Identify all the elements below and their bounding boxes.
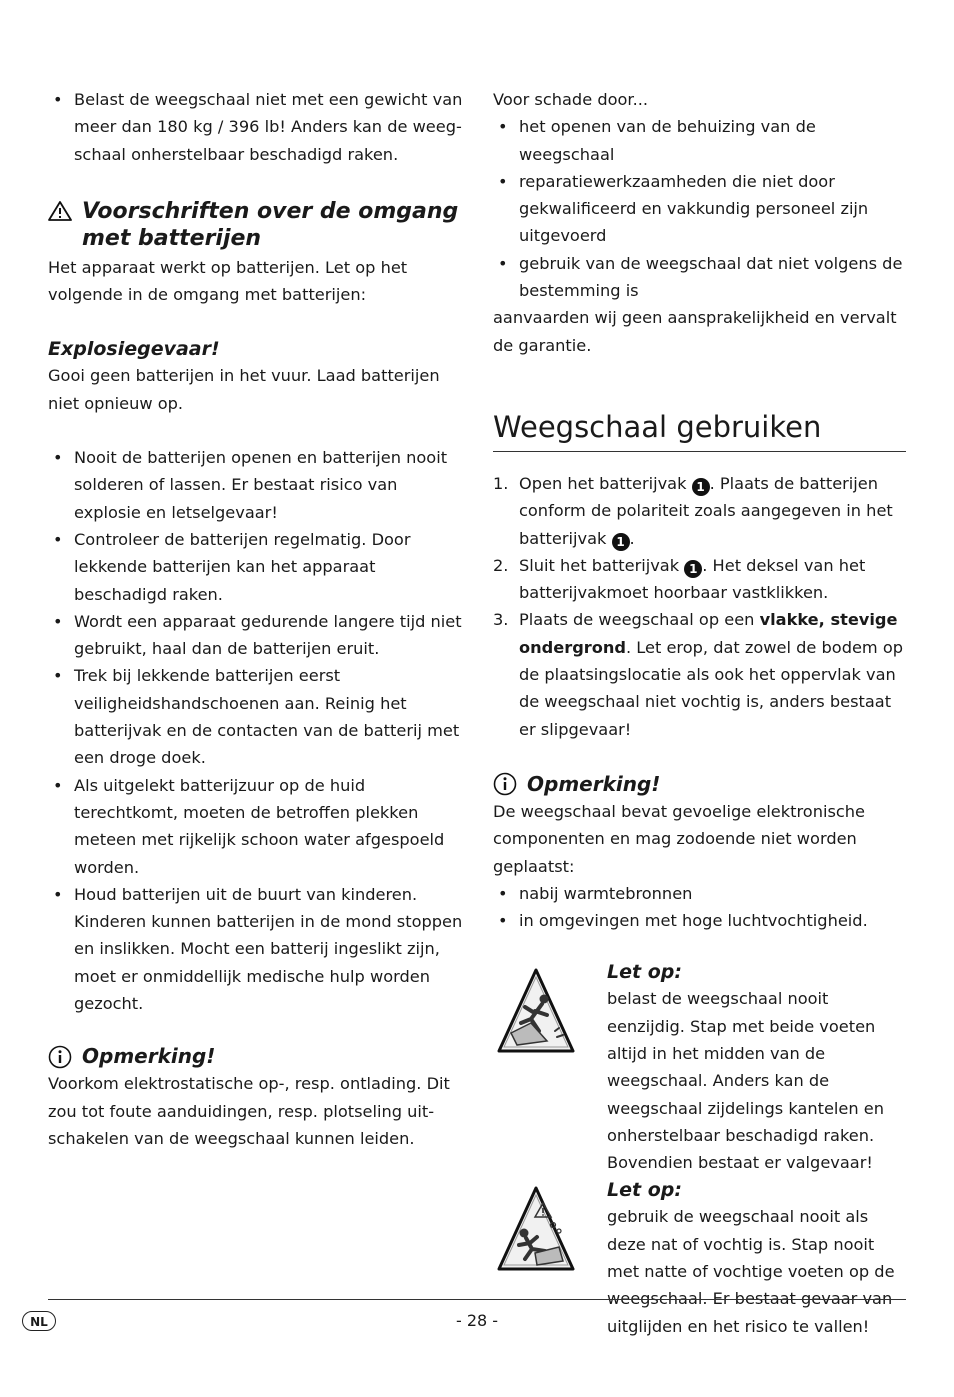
damage-intro: Voor schade door...: [493, 90, 649, 109]
warning-heading: Let op:: [607, 1179, 682, 1202]
step-number: 2.: [493, 555, 509, 575]
list-item: • reparatiewerkzaamheden die niet door gekwalificeerd en vakkundig personeel zijn uitgevoerd: [493, 168, 906, 250]
placement-list: [493, 880, 906, 935]
steps-list: [493, 470, 906, 743]
note-text-left: Voorkom elektrostatische op-, resp. ontlading. Dit zou tot foute aanduidingen, resp. plotseling uitschakelen van de weegschaal kunnen leiden.: [48, 1074, 450, 1148]
note-heading-right: [493, 771, 906, 798]
footer-divider: [48, 1299, 906, 1300]
left-column: [48, 86, 464, 1152]
warning-block-slip: [493, 1177, 906, 1397]
battery-compartment-badge: 1: [684, 560, 702, 578]
step-item: [493, 552, 906, 607]
list-item: • Wordt een apparaat gedurende langere tijd niet gebruikt, haal dan de batterijen eruit.: [48, 608, 464, 663]
warning-heading: Let op:: [607, 961, 682, 984]
list-item: • nabij warmtebronnen: [493, 880, 906, 907]
list-item: • Nooit de batterijen openen en batterijen nooit solderen of lassen. Er bestaat risico van explosie en letselgevaar!: [48, 444, 464, 526]
right-column: [493, 86, 906, 1397]
step-text: . Plaats de batterijen conform de polariteit zoals aangegeven in het batterijvak: [519, 473, 893, 548]
list-item: • Houd batterijen uit de buurt van kinderen. Kinderen kunnen batterijen in de mond stoppen en inslikken. Mocht een batterij ingeslikt zijn, moet er onmiddellijk medische hulp worden gezocht.: [48, 881, 464, 1017]
step-text: . Het deksel van het batterijvakmoet hoorbaar vastklikken.: [519, 555, 866, 603]
list-item: • Controleer de batterijen regelmatig. Door lekkende batterijen kan het apparaat beschadigd raken.: [48, 526, 464, 608]
battery-intro: Het apparaat werkt op batterijen. Let op het volgende in de omgang met batterijen:: [48, 257, 408, 305]
language-badge: NL: [22, 1311, 56, 1331]
list-item: • Belast de weegschaal niet met een gewicht van meer dan 180 kg / 396 lb! Anders kan de weegschaal onherstelbaar beschadigd raken.: [48, 86, 464, 168]
step-number: 1.: [493, 473, 509, 493]
tilt-fall-warning-icon: [497, 967, 575, 1055]
battery-heading-text: Voorschriften over de omgang met batterijen: [82, 198, 459, 251]
info-icon: [493, 772, 527, 796]
note-heading-text: Opmerking!: [527, 771, 661, 796]
step-text: . Let erop, dat zowel de bodem op de plaatsingslocatie als ook het oppervlak van de weegschaal niet vochtig is, anders bestaat er slipgevaar!: [519, 637, 904, 739]
slip-warning-icon: [497, 1185, 575, 1273]
note-heading-left: [48, 1043, 464, 1070]
warning-text-block: [607, 959, 906, 1176]
warning-block-tilt: [493, 959, 906, 1179]
battery-compartment-badge: 1: [612, 533, 630, 551]
list-item: • gebruik van de weegschaal dat niet volgens de bestemming is: [493, 250, 906, 305]
battery-rules-list: [48, 444, 464, 1017]
step-item: [493, 470, 906, 552]
list-item: • Als uitgelekt batterijzuur op de huid terechtkomt, moeten de betroffen plekken meteen met rijkelijk schoon water afgespoeld worden.: [48, 772, 464, 881]
explosion-heading: Explosiegevaar!: [48, 338, 220, 361]
step-text: Open het batterijvak: [519, 473, 692, 493]
step-emphasis: vlakke, stevige ondergrond: [519, 610, 898, 657]
step-text: .: [629, 528, 635, 548]
step-text: Plaats de weegschaal op een: [519, 610, 760, 630]
warning-triangle-icon: [48, 201, 82, 228]
note-heading-text: Opmerking!: [82, 1044, 216, 1069]
battery-compartment-badge: 1: [692, 478, 710, 496]
damage-list: [493, 113, 906, 304]
info-icon: [48, 1045, 82, 1069]
page-number: - 28 -: [455, 1311, 499, 1330]
list-item: • in omgevingen met hoge luchtvochtigheid.: [493, 907, 906, 934]
warning-text: gebruik de weegschaal nooit als deze nat of vochtig is. Stap nooit met natte of vochtige voeten op de weegschaal. Er bestaat gevaar van uitglijden en het risico te vallen!: [607, 1207, 895, 1336]
battery-heading: [48, 198, 464, 252]
step-text: Sluit het batterijvak: [519, 555, 685, 575]
section-title: Weegschaal gebruiken: [493, 407, 906, 452]
weight-limit-list: [48, 86, 464, 168]
warning-text: belast de weegschaal nooit eenzijdig. Stap met beide voeten altijd in het midden van de weegschaal. Anders kan de weegschaal zijdelings kantelen en onherstelbaar beschadigd raken. Bovendien bestaat er valgevaar!: [607, 989, 884, 1173]
list-item: • het openen van de behuizing van de weegschaal: [493, 113, 906, 168]
damage-outro: aanvaarden wij geen aansprakelijkheid en vervalt de garantie.: [493, 308, 897, 355]
explosion-text: Gooi geen batterijen in het vuur. Laad batterijen niet opnieuw op.: [48, 366, 440, 413]
note-text-right: De weegschaal bevat gevoelige elektronische componenten en mag zodoende niet worden geplaatst:: [493, 801, 866, 876]
step-number: 3.: [493, 610, 509, 630]
step-item: [493, 606, 906, 742]
list-item: • Trek bij lekkende batterijen eerst veiligheidshandschoenen aan. Reinig het batterijvak en de contacten van de batterij met een droge doek.: [48, 662, 464, 771]
